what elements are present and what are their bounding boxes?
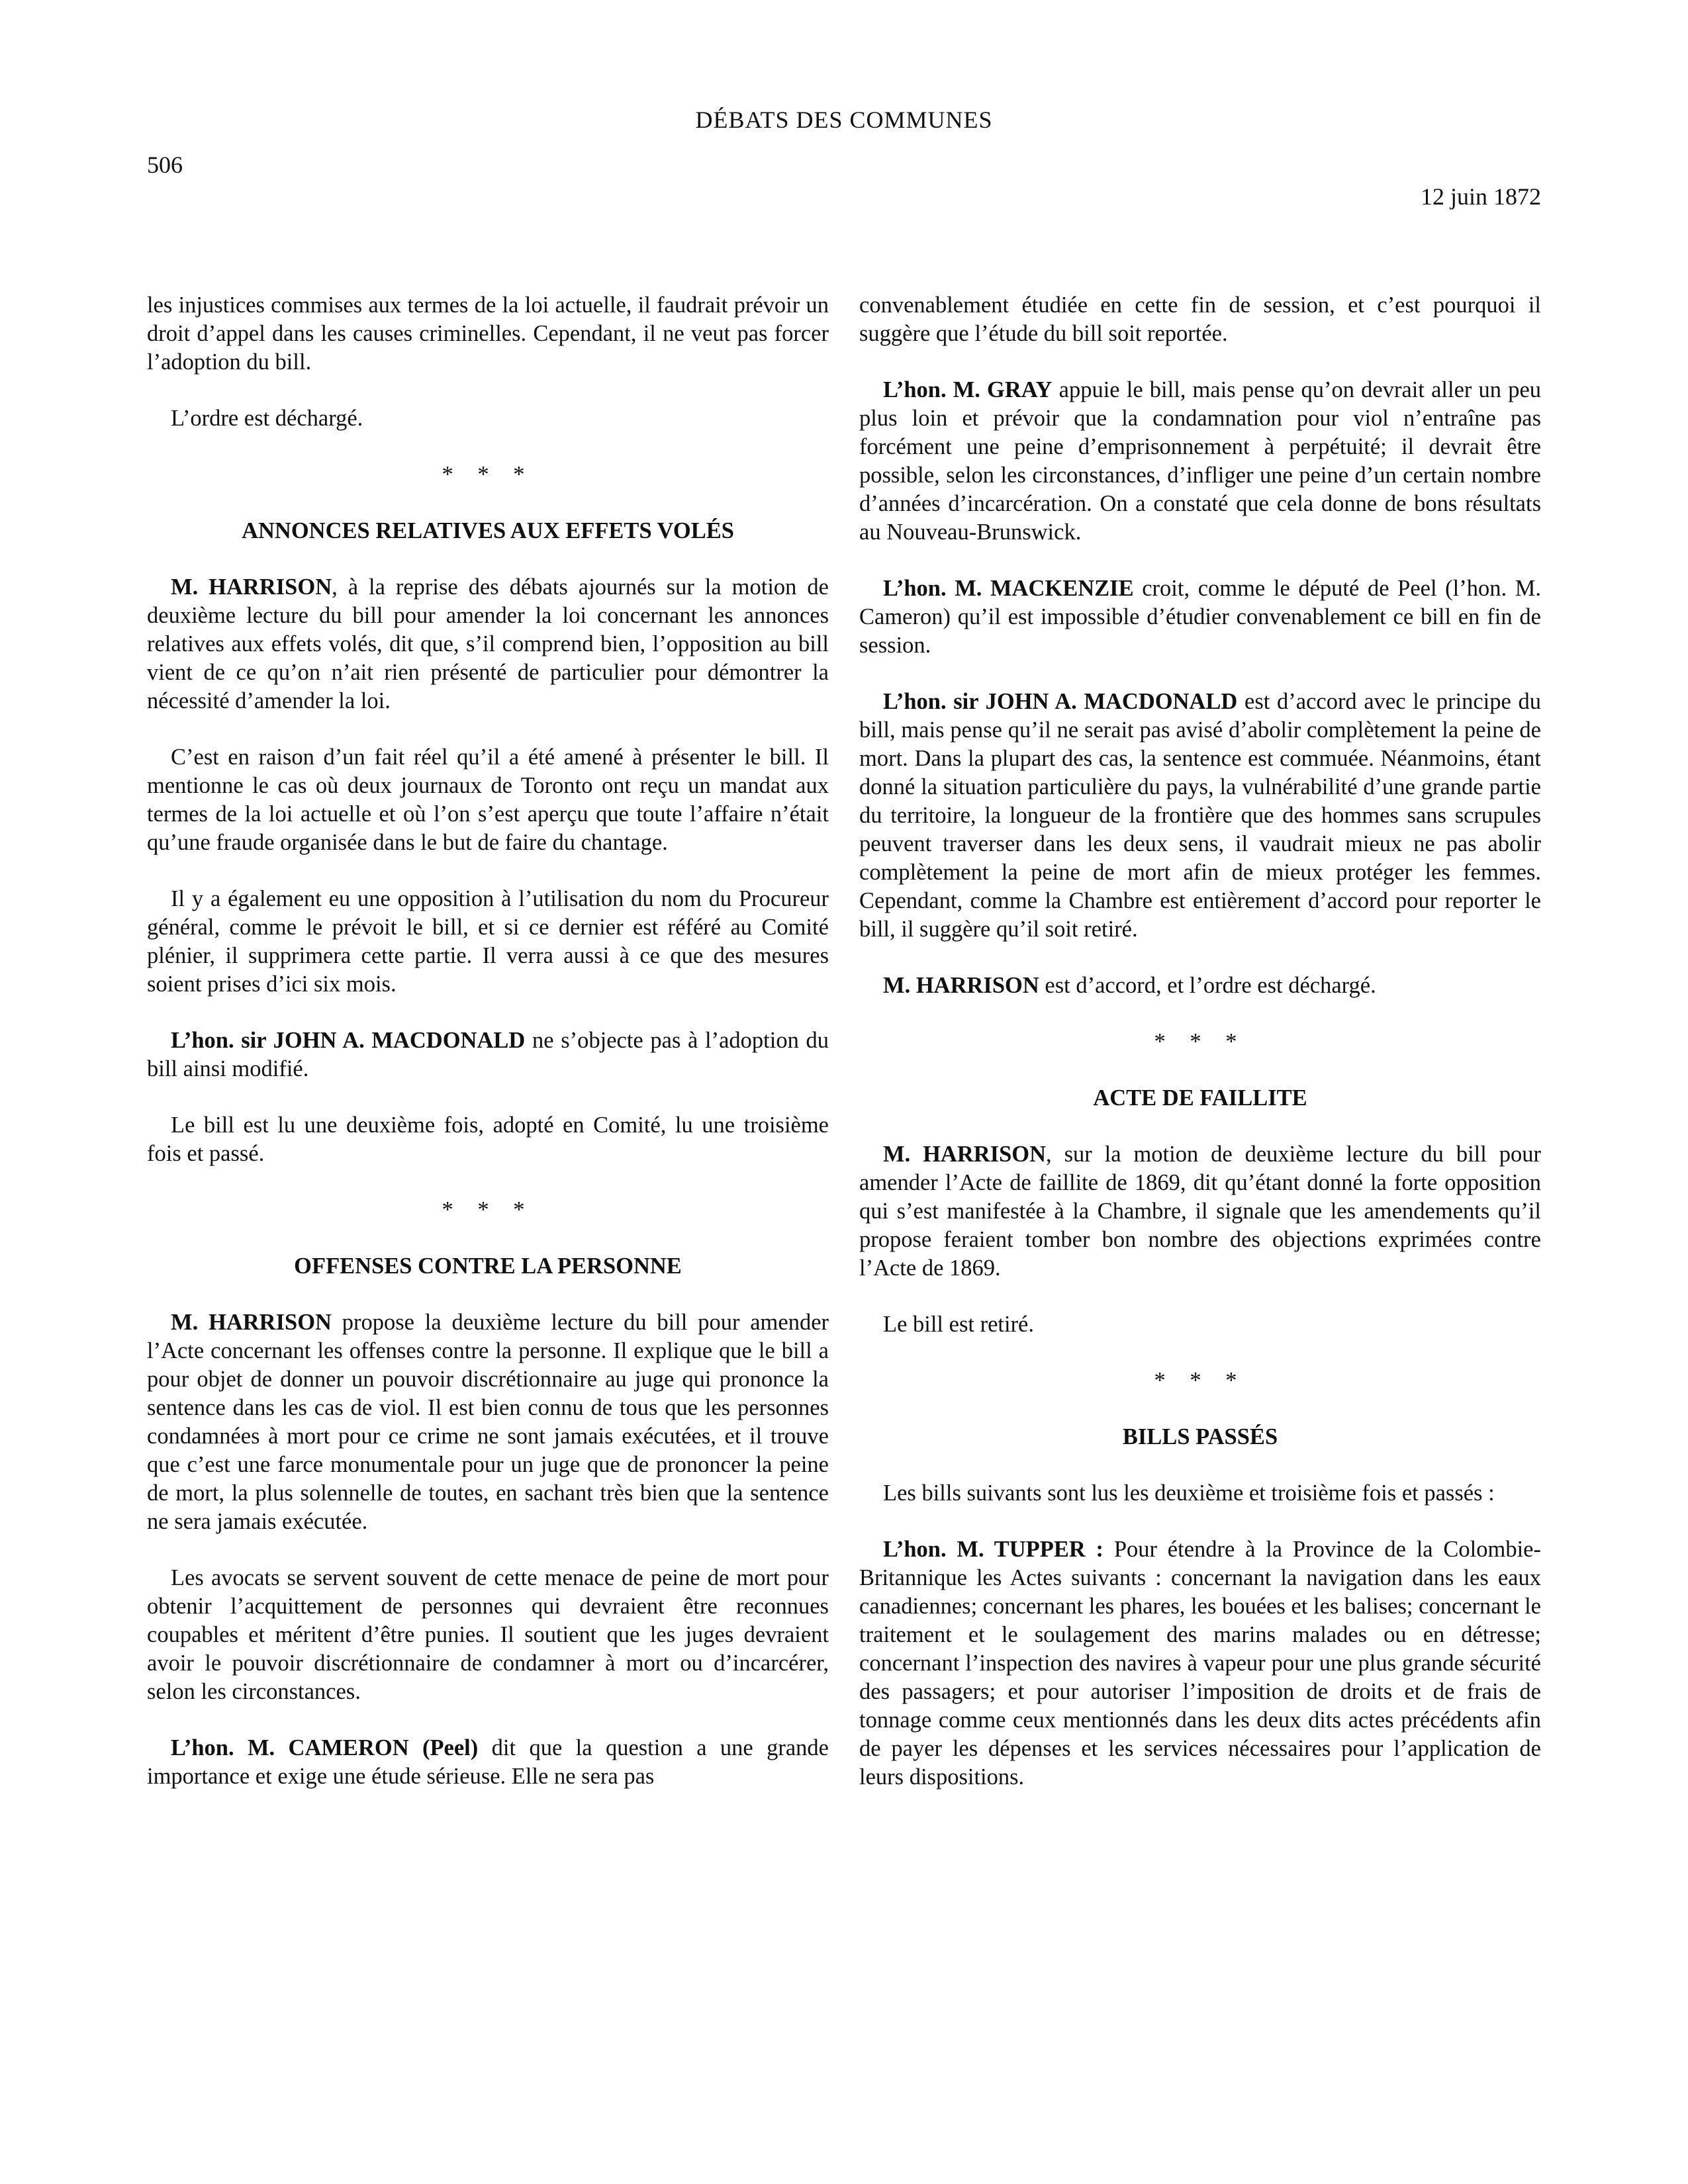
paragraph: Le bill est lu une deuxième fois, adopté en Comité, lu une troisième fois et passé. [147, 1113, 829, 1166]
speech-text: propose la deuxième lecture du bill pour amender l’Acte concernant les offenses contre la personne. Il explique que le bill a pour objet de donner un pouvoir discrétionnaire au juge qui prononce la sentence dans les cas de viol. Il est bien connu de tous que les personnes condamnées à mort pour ce crime ne sont jamais exécutées, et il trouve que c’est une farce monumentale pour un juge que de prononcer la peine de mort, la plus solennelle de toutes, en sachant très bien que la sentence ne sera jamais exécutée. [147, 1310, 829, 1534]
speaker-name: M. HARRISON [883, 1142, 1047, 1167]
speech-text: dit que la question a une grande importance et exige une étude sérieuse. Elle ne sera pas [147, 1735, 829, 1789]
paragraph [859, 688, 1541, 944]
speech-text: est d’accord, et l’ordre est déchargé. [1039, 973, 1376, 998]
page-date: 12 juin 1872 [1420, 183, 1541, 210]
page-number: 506 [147, 152, 183, 178]
speaker-name: M. HARRISON [171, 574, 332, 600]
section-separator: * * * [442, 462, 534, 487]
speech-text: est d’accord avec le principe du bill, mais pense qu’il ne serait pas avisé d’abolir complètement la peine de mort. Dans la plupart des cas, la sentence est commuée. Néanmoins, étant donné la situation particulière du pays, la vulnérabilité d’une grande partie du territoire, la longueur de la frontière que des hommes sans scrupules peuvent traverser dans les deux sens, il vaudrait mieux ne pas abolir complètement la peine de mort afin de mieux protéger les femmes. Cependant, comme la Chambre est entièrement d’accord pour reporter le bill, il suggère qu’il soit retiré. [859, 689, 1541, 942]
paragraph [147, 1734, 829, 1791]
paragraph: convenablement étudiée en cette fin de session, et c’est pourquoi il suggère que l’étude du bill soit reportée. [859, 293, 1541, 346]
right-column [859, 291, 1541, 1819]
paragraph [859, 1140, 1541, 1283]
speaker-name: L’hon. sir JOHN A. MACDONALD [171, 1028, 526, 1053]
speech-text: , à la reprise des débats ajournés sur la motion de deuxième lecture du bill pour amender la loi concernant les annonces relatives aux effets volés, dit que, s’il comprend bien, l’opposition au bill vient de ce qu’on n’ait rien présenté de particulier pour démontrer la nécessité d’amender la loi. [147, 574, 829, 713]
speaker-name: L’hon. M. MACKENZIE [883, 576, 1134, 601]
paragraph [147, 1308, 829, 1536]
section-heading: ANNONCES RELATIVES AUX EFFETS VOLÉS [242, 518, 734, 543]
speaker-name: L’hon. sir JOHN A. MACDONALD [883, 689, 1238, 714]
speaker-name: L’hon. M. CAMERON (Peel) [171, 1735, 479, 1760]
speaker-name: L’hon. M. TUPPER : [883, 1537, 1104, 1562]
paragraph [147, 1026, 829, 1083]
section-separator: * * * [1154, 1029, 1246, 1054]
speech-text: Pour étendre à la Province de la Colombie-Britannique les Actes suivants : concernant la navigation dans les eaux canadiennes; concernant les phares, les bouées et les balises; concernant le traitement et le soulagement des marins malades ou en détresse; concernant l’inspection des navires à vapeur pour une plus grande sécurité des passagers; et pour autoriser l’imposition de droits et de frais de tonnage comme ceux mentionnés dans les deux dits actes précédents afin de payer les dépenses et les services nécessaires pour l’application de leurs dispositions. [859, 1537, 1541, 1790]
speech-text: croit, comme le député de Peel (l’hon. M. Cameron) qu’il est impossible d’étudier convenablement ce bill en fin de session. [859, 576, 1541, 658]
page-header-title: DÉBATS DES COMMUNES [695, 107, 993, 133]
speaker-name: M. HARRISON [883, 973, 1039, 998]
speaker-name: L’hon. M. GRAY [883, 377, 1053, 402]
paragraph: Les bills suivants sont lus les deuxième et troisième fois et passés : [883, 1480, 1495, 1506]
paragraph [859, 376, 1541, 547]
paragraph: les injustices commises aux termes de la loi actuelle, il faudrait prévoir un droit d’appel dans les causes criminelles. Cependant, il ne veut pas forcer l’adoption du bill. [147, 293, 829, 375]
speech-text: ne s’objecte pas à l’adoption du bill ainsi modifié. [147, 1028, 829, 1081]
paragraph [859, 574, 1541, 660]
paragraph: Le bill est retiré. [883, 1312, 1034, 1337]
paragraph: Il y a également eu une opposition à l’utilisation du nom du Procureur général, comme le prévoit le bill, et si ce dernier est référé au Comité plénier, il supprimera cette partie. Il verra aussi à ce que des mesures soient prises d’ici six mois. [147, 886, 829, 997]
section-heading: OFFENSES CONTRE LA PERSONNE [294, 1253, 682, 1279]
paragraph: L’ordre est déchargé. [171, 406, 363, 431]
speaker-name: M. HARRISON [171, 1310, 332, 1335]
left-column [147, 291, 829, 1819]
speech-text: , sur la motion de deuxième lecture du bill pour amender l’Acte de faillite de 1869, dit qu’étant donné la forte opposition qui s’est manifestée à la Chambre, il signale que les amendements qu’il propose feraient tomber bon nombre des objections exprimées contre l’Acte de 1869. [859, 1142, 1541, 1281]
section-separator: * * * [1154, 1368, 1246, 1393]
paragraph [147, 573, 829, 715]
paragraph [859, 1535, 1541, 1792]
section-separator: * * * [442, 1197, 534, 1222]
speech-text: appuie le bill, mais pense qu’on devrait aller un peu plus loin et prévoir que la condamnation pour viol n’entraîne pas forcément une peine d’emprisonnement à perpétuité; il devrait être possible, selon les circonstances, d’infliger une peine d’un certain nombre d’années d’incarcération. On a constaté que cela donne de bons résultats au Nouveau-Brunswick. [859, 377, 1542, 545]
paragraph: Les avocats se servent souvent de cette menace de peine de mort pour obtenir l’acquittement de personnes qui devraient être reconnues coupables et méritent d’être punies. Il soutient que les juges devraient avoir le pouvoir discrétionnaire de condamner à mort ou d’incarcérer, selon les circonstances. [147, 1565, 829, 1704]
section-heading: ACTE DE FAILLITE [1093, 1085, 1307, 1111]
paragraph [859, 972, 1541, 1000]
section-heading: BILLS PASSÉS [1122, 1424, 1278, 1449]
paragraph: C’est en raison d’un fait réel qu’il a été amené à présenter le bill. Il mentionne le cas où deux journaux de Toronto ont reçu un mandat aux termes de la loi actuelle et où l’on s’est aperçu que toute l’affaire n’était qu’une fraude organisée dans le but de faire du chantage. [147, 745, 829, 855]
